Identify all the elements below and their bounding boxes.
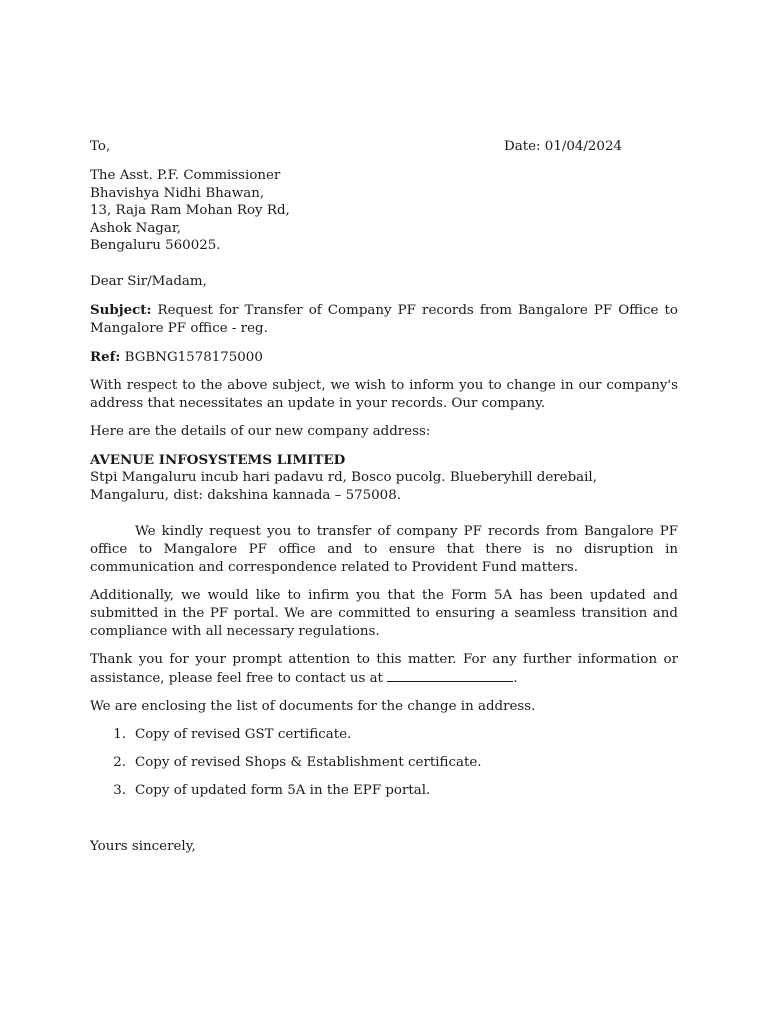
subject-text: Request for Transfer of Company PF records from Bangalore PF Office to Mangalore PF office - reg. xyxy=(90,302,678,336)
letter-page xyxy=(90,138,678,856)
subject-label: Subject: xyxy=(90,301,152,318)
ref-line xyxy=(90,348,678,367)
paragraph-request: We kindly request you to transfer of company PF records from Bangalore PF office to Mangalore PF office and to ensure that there is no disruption in communication and correspondence related to Provident Fund matters. xyxy=(90,523,678,575)
paragraph-contact xyxy=(90,651,678,688)
company-name: AVENUE INFOSYSTEMS LIMITED xyxy=(90,451,346,468)
letter-header-row xyxy=(90,138,678,156)
to-label: To, xyxy=(90,139,111,154)
list-text: Copy of revised GST certificate. xyxy=(135,726,352,742)
list-number: 1. xyxy=(113,726,126,742)
ref-label: Ref: xyxy=(90,348,121,365)
subject-line xyxy=(90,301,678,338)
company-address-line: Stpi Mangaluru incub hari padavu rd, Bosco pucolg. Blueberyhill derebail, xyxy=(90,469,597,485)
closing: Yours sincerely, xyxy=(90,838,196,854)
documents-list xyxy=(90,726,678,800)
paragraph-intro: With respect to the above subject, we wish to inform you to change in our company's address that necessitates an update in your records. Our company. xyxy=(90,377,678,411)
address-line: Bhavishya Nidhi Bhawan, xyxy=(90,185,265,201)
list-number: 3. xyxy=(113,782,126,798)
list-item xyxy=(90,754,678,772)
paragraph-enclosures: We are enclosing the list of documents for the change in address. xyxy=(90,698,536,714)
ref-text: BGBNG1578175000 xyxy=(120,349,263,365)
contact-text: Thank you for your prompt attention to this matter. For any further information or assistance, please feel free to contact us at xyxy=(90,651,678,686)
address-line: 13, Raja Ram Mohan Roy Rd, xyxy=(90,203,290,218)
contact-blank xyxy=(387,669,513,682)
paragraph-details-intro: Here are the details of our new company address: xyxy=(90,423,431,439)
greeting: Dear Sir/Madam, xyxy=(90,273,207,289)
letter-date: Date: 01/04/2024 xyxy=(504,139,622,154)
list-number: 2. xyxy=(113,754,126,770)
list-text: Copy of updated form 5A in the EPF portal. xyxy=(135,782,431,798)
address-line: Ashok Nagar, xyxy=(90,220,182,236)
address-line: The Asst. P.F. Commissioner xyxy=(90,168,281,183)
address-line: Bengaluru 560025. xyxy=(90,238,221,253)
contact-end: . xyxy=(513,670,518,686)
list-item xyxy=(90,726,678,744)
recipient-address xyxy=(90,167,678,255)
list-text: Copy of revised Shops & Establishment certificate. xyxy=(135,754,482,770)
company-address-line: Mangaluru, dist: dakshina kannada – 575008. xyxy=(90,487,401,503)
list-item xyxy=(90,782,678,800)
company-block xyxy=(90,451,678,505)
paragraph-form5a: Additionally, we would like to infirm you that the Form 5A has been updated and submitted in the PF portal. We are committed to ensuring a seamless transition and compliance with all necessary regulations. xyxy=(90,587,678,639)
